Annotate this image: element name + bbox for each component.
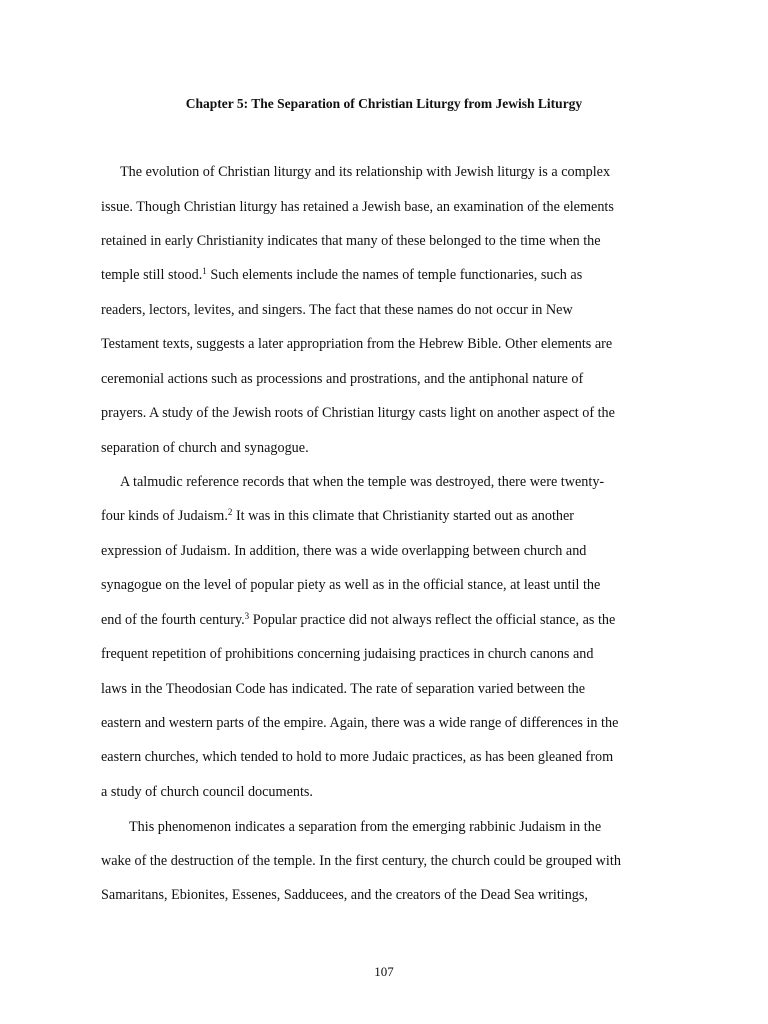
text-line: laws in the Theodosian Code has indicated. The rate of separation varied between the <box>101 681 586 697</box>
footnote-ref[interactable]: 2 <box>227 507 233 517</box>
text-line: a study of church council documents. <box>101 784 313 800</box>
text-line: eastern churches, which tended to hold to more Judaic practices, as has been gleaned from <box>101 749 614 765</box>
text-line: retained in early Christianity indicates that many of these belonged to the time when the <box>101 233 601 249</box>
text-line: eastern and western parts of the empire. Again, there was a wide range of differences in the <box>101 715 619 731</box>
text-line: prayers. A study of the Jewish roots of Christian liturgy casts light on another aspect of the <box>101 405 615 421</box>
text-line: frequent repetition of prohibitions concerning judaising practices in church canons and <box>101 646 594 662</box>
text-line: separation of church and synagogue. <box>101 440 309 456</box>
text-line: four kinds of Judaism.$^2$ It was in this climate that Christianity started out as another <box>101 507 575 524</box>
text-line: expression of Judaism. In addition, there was a wide overlapping between church and <box>101 543 587 559</box>
footnote-ref[interactable]: 3 <box>244 611 250 621</box>
chapter-title: Chapter 5: The Separation of Christian Liturgy from Jewish Liturgy <box>185 96 583 111</box>
text-line: readers, lectors, levites, and singers. The fact that these names do not occur in New <box>101 302 573 318</box>
text-line: temple still stood.$^1$ Such elements include the names of temple functionaries, such as <box>101 266 583 283</box>
text-line: synagogue on the level of popular piety as well as in the official stance, at least until the <box>101 577 601 593</box>
text-line: end of the fourth century.$^3$ Popular practice did not always reflect the official stance, as the <box>101 611 616 628</box>
text-line: ceremonial actions such as processions and prostrations, and the antiphonal nature of <box>101 371 584 387</box>
footnote-ref[interactable]: 1 <box>202 266 207 276</box>
page-number: 107 <box>374 964 394 979</box>
text-line: wake of the destruction of the temple. In the first century, the church could be grouped with <box>101 853 621 869</box>
text-line: Testament texts, suggests a later appropriation from the Hebrew Bible. Other elements are <box>101 336 613 352</box>
text-line: A talmudic reference records that when the temple was destroyed, there were twenty- <box>120 474 605 490</box>
text-line: The evolution of Christian liturgy and its relationship with Jewish liturgy is a complex <box>120 164 611 180</box>
text-line: Samaritans, Ebionites, Essenes, Sadducees, and the creators of the Dead Sea writings, <box>101 887 588 903</box>
text-line: This phenomenon indicates a separation from the emerging rabbinic Judaism in the <box>129 819 602 835</box>
text-line: issue. Though Christian liturgy has retained a Jewish base, an examination of the elements <box>101 199 614 215</box>
